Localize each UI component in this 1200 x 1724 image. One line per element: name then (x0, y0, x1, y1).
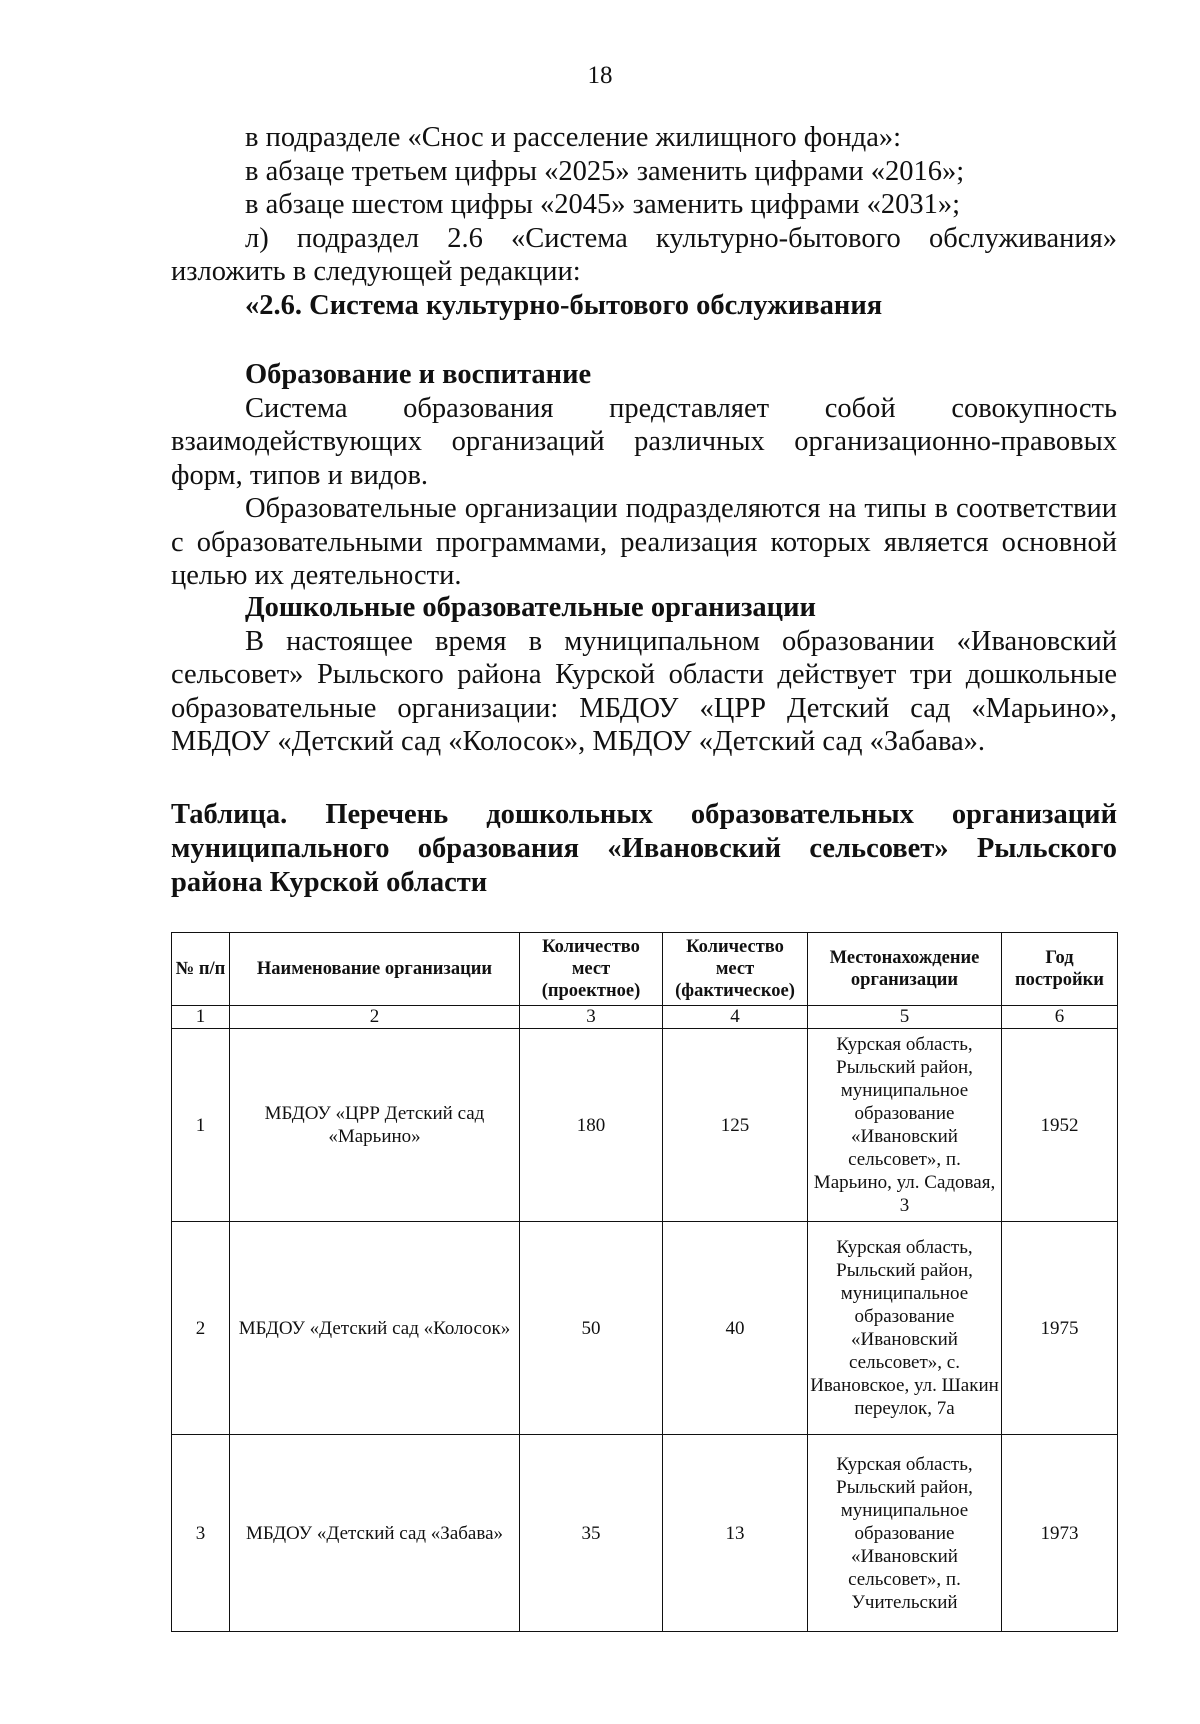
intro-block (171, 121, 1117, 322)
table-row (172, 1029, 1118, 1222)
table-row (172, 1222, 1118, 1435)
organization-name: МБДОУ «Детский сад «Колосок» (230, 1222, 520, 1435)
table-header-row (172, 933, 1118, 1006)
column-number-row (172, 1006, 1118, 1029)
design-capacity: 50 (520, 1222, 663, 1435)
column-number: 6 (1002, 1006, 1118, 1029)
column-number: 5 (808, 1006, 1002, 1029)
header-number: № п/п (172, 933, 230, 1006)
intro-paragraph-1: в подразделе «Снос и расселение жилищного фонда»: (245, 122, 902, 153)
header-name: Наименование организации (230, 933, 520, 1006)
organization-name: МБДОУ «ЦРР Детский сад «Марьино» (230, 1029, 520, 1222)
row-number: 1 (172, 1029, 230, 1222)
education-block (171, 358, 1117, 593)
actual-capacity: 13 (663, 1435, 808, 1632)
design-capacity: 35 (520, 1435, 663, 1632)
education-paragraph-1: Система образования представляет собой совокупность взаимодействующих организаций различных организационно-правовых форм, типов и видов. (171, 392, 1117, 491)
intro-paragraph-4: л) подраздел 2.6 «Система культурно-бытового обслуживания» изложить в следующей редакции: (171, 222, 1117, 287)
column-number: 2 (230, 1006, 520, 1029)
header-location: Местонахождение организации (808, 933, 1002, 1006)
header-design-capacity: Количество мест (проектное) (520, 933, 663, 1006)
design-capacity: 180 (520, 1029, 663, 1222)
preschool-heading: Дошкольные образовательные организации (245, 592, 816, 623)
construction-year: 1975 (1002, 1222, 1118, 1435)
organization-location: Курская область, Рыльский район, муниципальное образование «Ивановский сельсовет», п. Учительский (808, 1435, 1002, 1632)
preschool-paragraph: В настоящее время в муниципальном образовании «Ивановский сельсовет» Рыльского района Курской области действует три дошкольные образовательные организации: МБДОУ «ЦРР Детский сад «Марьино», МБДОУ «Детский сад «Колосок», МБДОУ «Детский сад «Забава». (171, 625, 1117, 757)
row-number: 3 (172, 1435, 230, 1632)
section-title: «2.6. Система культурно-бытового обслуживания (245, 289, 883, 321)
education-heading: Образование и воспитание (245, 359, 592, 390)
intro-paragraph-3: в абзаце шестом цифры «2045» заменить цифрами «2031»; (245, 189, 961, 220)
table-caption: Таблица. Перечень дошкольных образовательных организаций муниципального образования «Ивановский сельсовет» Рыльского района Курской области (171, 799, 1117, 898)
actual-capacity: 40 (663, 1222, 808, 1435)
header-year: Год постройки (1002, 933, 1118, 1006)
actual-capacity: 125 (663, 1029, 808, 1222)
column-number: 3 (520, 1006, 663, 1029)
preschool-block (171, 591, 1117, 759)
column-number: 4 (663, 1006, 808, 1029)
education-paragraph-2: Образовательные организации подразделяются на типы в соответствии с образовательными программами, реализация которых является основной целью их деятельности. (171, 493, 1117, 591)
construction-year: 1973 (1002, 1435, 1118, 1632)
page-number: 18 (587, 62, 613, 89)
header-actual-capacity: Количество мест (фактическое) (663, 933, 808, 1006)
table-row (172, 1435, 1118, 1632)
organization-location: Курская область, Рыльский район, муниципальное образование «Ивановский сельсовет», п. Марьино, ул. Садовая, 3 (808, 1029, 1002, 1222)
organization-location: Курская область, Рыльский район, муниципальное образование «Ивановский сельсовет», с. Ивановское, ул. Шакин переулок, 7а (808, 1222, 1002, 1435)
row-number: 2 (172, 1222, 230, 1435)
intro-paragraph-2: в абзаце третьем цифры «2025» заменить цифрами «2016»; (245, 155, 965, 187)
preschool-organizations-table (171, 932, 1118, 1632)
column-number: 1 (172, 1006, 230, 1029)
construction-year: 1952 (1002, 1029, 1118, 1222)
organization-name: МБДОУ «Детский сад «Забава» (230, 1435, 520, 1632)
